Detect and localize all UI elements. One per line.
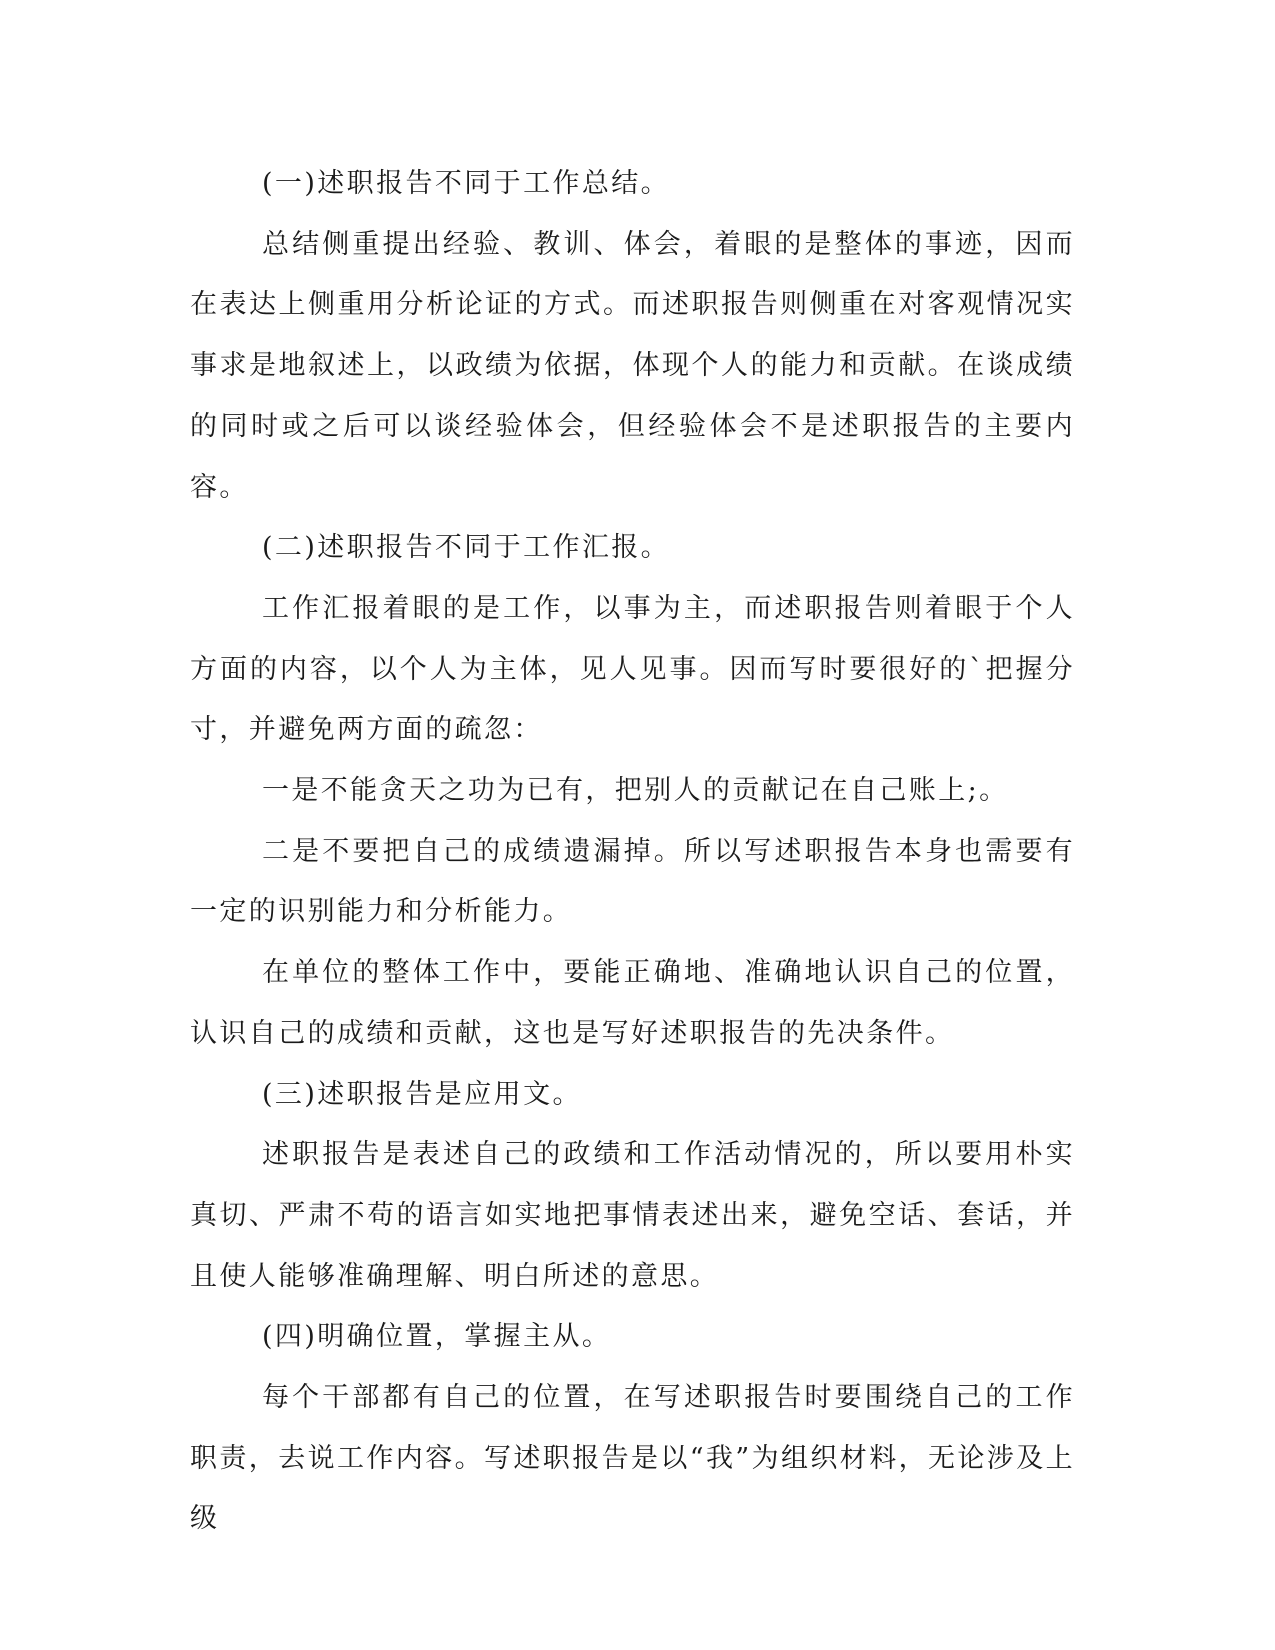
paragraph: 每个干部都有自己的位置，在写述职报告时要围绕自己的工作职责，去说工作内容。写述职报告是以“我”为组织材料，无论涉及上级	[190, 1382, 1076, 1535]
paragraph: 一是不能贪天之功为已有，把别人的贡献记在自己账上;。	[262, 775, 1009, 807]
heading-2: (二)述职报告不同于工作汇报。	[262, 532, 671, 564]
paragraph: 述职报告是表述自己的政绩和工作活动情况的，所以要用朴实真切、严肃不苟的语言如实地把事情表述出来，避免空话、套话，并且使人能够准确理解、明白所述的意思。	[190, 1139, 1075, 1292]
document-body	[190, 154, 1075, 1550]
paragraph: 工作汇报着眼的是工作，以事为主，而述职报告则着眼于个人方面的内容，以个人为主体，见人见事。因而写时要很好的`把握分寸，并避免两方面的疏忽：	[190, 592, 1075, 746]
heading-1: (一)述职报告不同于工作总结。	[262, 168, 671, 199]
paragraph: 在单位的整体工作中，要能正确地、准确地认识自己的位置，认识自己的成绩和贡献，这也是写好述职报告的先决条件。	[190, 957, 1075, 1049]
paragraph: 总结侧重提出经验、教训、体会，着眼的是整体的事迹，因而在表达上侧重用分析论证的方式。而述职报告则侧重在对客观情况实事求是地叙述上，以政绩为依据，体现个人的能力和贡献。在谈成绩的同时或之后可以谈经验体会，但经验体会不是述职报告的主要内容。	[190, 228, 1075, 503]
heading-3: (三)述职报告是应用文。	[262, 1078, 582, 1110]
paragraph: 二是不要把自己的成绩遗漏掉。所以写述职报告本身也需要有一定的识别能力和分析能力。	[190, 835, 1075, 928]
heading-4: (四)明确位置，掌握主从。	[262, 1321, 612, 1353]
